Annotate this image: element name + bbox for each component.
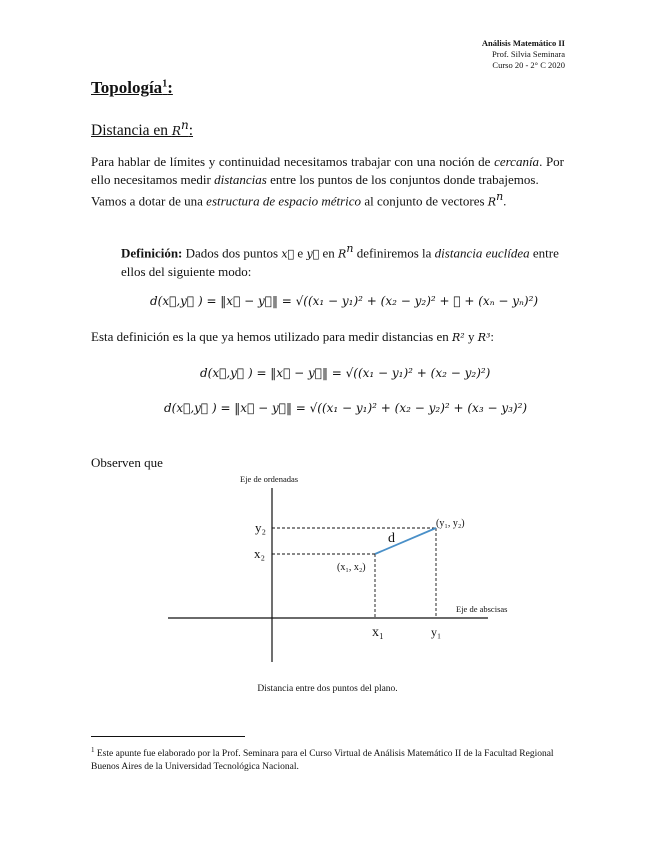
tick-y1: y₁ [431,625,442,639]
footnote-mark: 1 [91,746,95,754]
point-y-label: (y₁, y₂) [436,518,465,529]
tick-y2: y₂ [255,520,267,535]
footnote-divider [91,736,245,737]
footnote: $^1$ Este apunte fue elaborado por la Prof. Seminara para el Curso Virtual de Análisis Matemático II de la Facultad Regional Buenos Aires de la Universidad Tecnológica Nacional. [91,746,554,773]
x-axis-label: Eje de abscisas [456,604,508,614]
page-title: Topología$^1$: [91,78,173,97]
course-name: Análisis Matemático II [481,38,565,48]
tick-x1: x₁ [372,625,384,640]
observe-text: Observen que [91,455,163,470]
y-axis-label: Eje de ordenadas [240,474,299,484]
equation-general: d(x⃗,y⃗ ) = ‖x⃗ − y⃗‖ = √((x₁ − y₁)² + (x₂ − y₂)² + ⋯ + (xₙ − yₙ)²) [150,294,539,308]
equation-r2: d(x⃗,y⃗ ) = ‖x⃗ − y⃗‖ = √((x₁ − y₁)² + (x₂ − y₂)²) [200,366,491,380]
section-heading: Distancia en $R^n$: [91,118,194,140]
tick-x2: x₂ [254,546,266,561]
point-x-label: (x₁, x₂) [337,562,366,573]
equation-r3: d(x⃗,y⃗ ) = ‖x⃗ − y⃗‖ = √((x₁ − y₁)² + (x₂ − y₂)² + (x₃ − y₃)²) [164,401,528,415]
figure-caption: Distancia entre dos puntos del plano. [257,684,398,694]
page-header [482,38,565,71]
professor-name: Prof. Silvia Seminara [492,49,565,59]
intro-paragraph: Para hablar de límites y continuidad necesitamos trabajar con una noción de cercanía. Por ello necesitamos medir distancias entre los puntos de los conjuntos donde trabajemos. Vamos a dotar de una estructura de espacio métrico al conjunto de vectores $R^n$. [91,154,565,209]
distance-diagram [160,470,508,670]
title-footnote-ref[interactable]: 1 [162,78,168,90]
distance-segment [375,528,436,554]
definition-label: Definición: [121,245,183,261]
distance-label: d [388,531,395,546]
definition-block: Definición: Dados dos puntos x⃗ e y⃗ en $R^n$ definiremos la distancia euclídea entre ellos del siguiente modo: [121,242,559,279]
usage-paragraph: Esta definición es la que ya hemos utilizado para medir distancias en R² y R³: [91,329,495,344]
course-term: Curso 20 - 2° C 2020 [492,60,565,70]
